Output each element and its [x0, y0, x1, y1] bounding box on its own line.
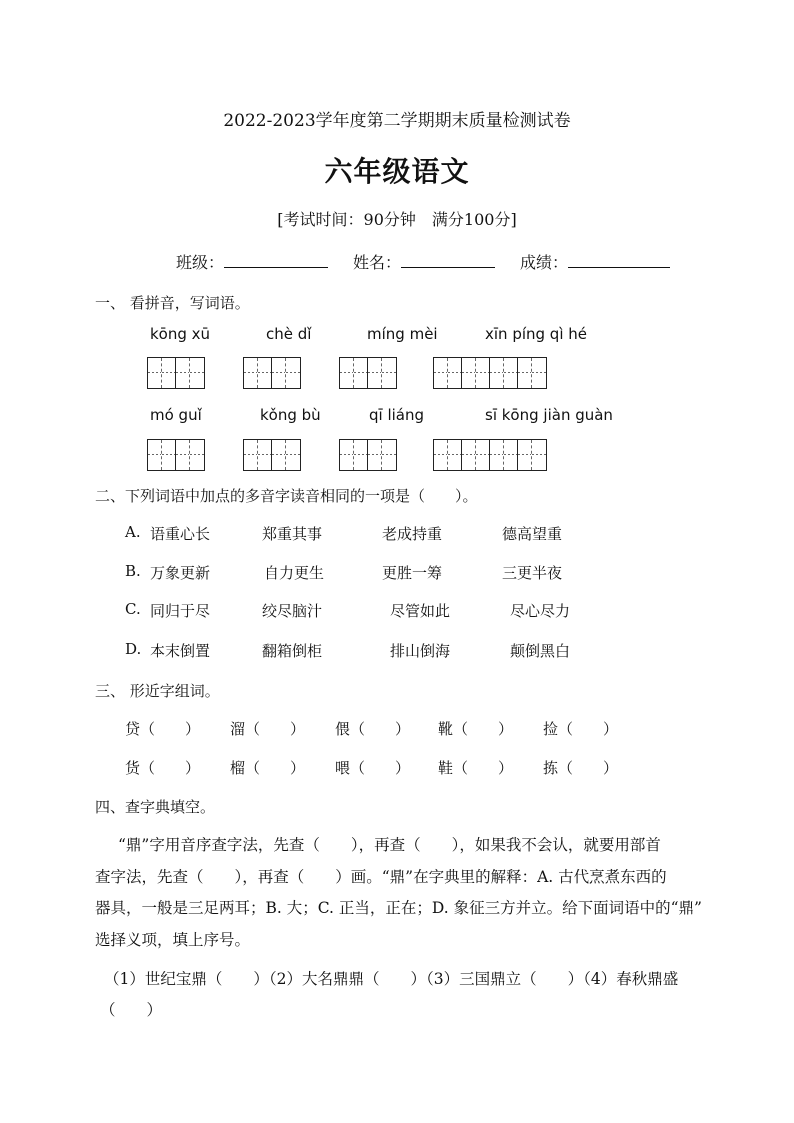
char-item[interactable]: 鞋（ ）	[438, 759, 514, 777]
option-letter[interactable]: C.	[125, 600, 141, 618]
char-item[interactable]: 喂（ ）	[335, 759, 411, 777]
exam-info: [考试时间：90分钟 满分100分]	[277, 210, 517, 229]
char-item[interactable]: 拣（ ）	[543, 759, 619, 777]
subject-title: 六年级语文	[324, 155, 470, 188]
pinyin-label: mó guǐ	[150, 406, 202, 424]
option-word: 德高望重	[502, 525, 563, 543]
answer-grid-2chars[interactable]	[339, 439, 397, 471]
option-word: 排山倒海	[390, 642, 451, 660]
ding-items-tail[interactable]: （ ）	[100, 1001, 163, 1019]
pinyin-label: sī kōng jiàn guàn	[485, 406, 613, 424]
class-field[interactable]	[176, 250, 328, 273]
option-word: 颠倒黑白	[510, 642, 571, 660]
char-item[interactable]: 货（ ）	[125, 759, 201, 777]
option-word: 尽管如此	[390, 602, 451, 620]
section1-heading: 一、 看拼音，写词语。	[95, 294, 250, 312]
score-blank[interactable]	[568, 253, 670, 268]
pinyin-label: kōng xū	[150, 325, 211, 343]
answer-grid-4chars[interactable]	[433, 357, 547, 389]
paragraph-line: 选择义项，填上序号。	[95, 931, 251, 949]
paragraph-line: 器具，一般是三足两耳；B. 大；C. 正当，正在；D. 象征三方并立。给下面词语中的“鼎”	[95, 899, 702, 917]
char-item[interactable]: 榴（ ）	[230, 759, 306, 777]
pinyin-label: qī liáng	[369, 406, 425, 424]
answer-grid-2chars[interactable]	[243, 439, 301, 471]
class-blank[interactable]	[224, 253, 328, 268]
pinyin-label: chè dǐ	[266, 325, 312, 343]
char-item[interactable]: 捡（ ）	[543, 720, 619, 738]
option-word: 尽心尽力	[510, 602, 571, 620]
option-word: 翻箱倒柜	[262, 642, 323, 660]
name-blank[interactable]	[401, 253, 495, 268]
char-item[interactable]: 靴（ ）	[438, 720, 514, 738]
ding-items-line[interactable]: （1）世纪宝鼎（ ）（2）大名鼎鼎（ ）（3）三国鼎立（ ）（4）春秋鼎盛	[104, 970, 679, 988]
char-item[interactable]: 偎（ ）	[335, 720, 411, 738]
paragraph-line: “鼎”字用音序查字法，先查（ ），再查（ ），如果我不会认，就要用部首	[118, 836, 661, 854]
option-word: 三更半夜	[502, 564, 563, 582]
exam-term-title: 2022-2023学年度第二学期期末质量检测试卷	[223, 111, 571, 131]
option-word: 更胜一筹	[382, 564, 443, 582]
pinyin-label: míng mèi	[367, 325, 438, 343]
score-label: 成绩：	[520, 253, 569, 272]
section2-heading: 二、下列词语中加点的多音字读音相同的一项是（ ）。	[95, 487, 478, 505]
answer-grid-2chars[interactable]	[339, 357, 397, 389]
section3-heading: 三、 形近字组词。	[95, 682, 220, 700]
answer-grid-4chars[interactable]	[433, 439, 547, 471]
option-word: 同归于尽	[150, 602, 211, 620]
option-letter[interactable]: B.	[125, 562, 141, 580]
char-item[interactable]: 溜（ ）	[230, 720, 306, 738]
name-label: 姓名：	[353, 253, 402, 272]
answer-grid-2chars[interactable]	[147, 357, 205, 389]
section4-heading: 四、查字典填空。	[95, 798, 216, 816]
option-letter[interactable]: D.	[125, 640, 142, 658]
paragraph-line: 查字法，先查（ ），再查（ ）画。“鼎”在字典里的解释：A. 古代烹煮东西的	[95, 868, 667, 886]
option-word: 老成持重	[382, 525, 443, 543]
answer-grid-2chars[interactable]	[243, 357, 301, 389]
answer-grid-2chars[interactable]	[147, 439, 205, 471]
char-item[interactable]: 贷（ ）	[125, 720, 201, 738]
option-word: 郑重其事	[262, 525, 323, 543]
option-word: 自力更生	[264, 564, 325, 582]
class-label: 班级：	[176, 253, 225, 272]
score-field[interactable]	[520, 250, 670, 273]
option-word: 语重心长	[150, 525, 211, 543]
option-word: 万象更新	[150, 564, 211, 582]
option-letter[interactable]: A.	[125, 523, 141, 541]
option-word: 本末倒置	[150, 642, 211, 660]
name-field[interactable]	[353, 250, 495, 273]
pinyin-label: kǒng bù	[260, 406, 321, 424]
option-word: 绞尽脑汁	[262, 602, 323, 620]
pinyin-label: xīn píng qì hé	[485, 325, 587, 343]
